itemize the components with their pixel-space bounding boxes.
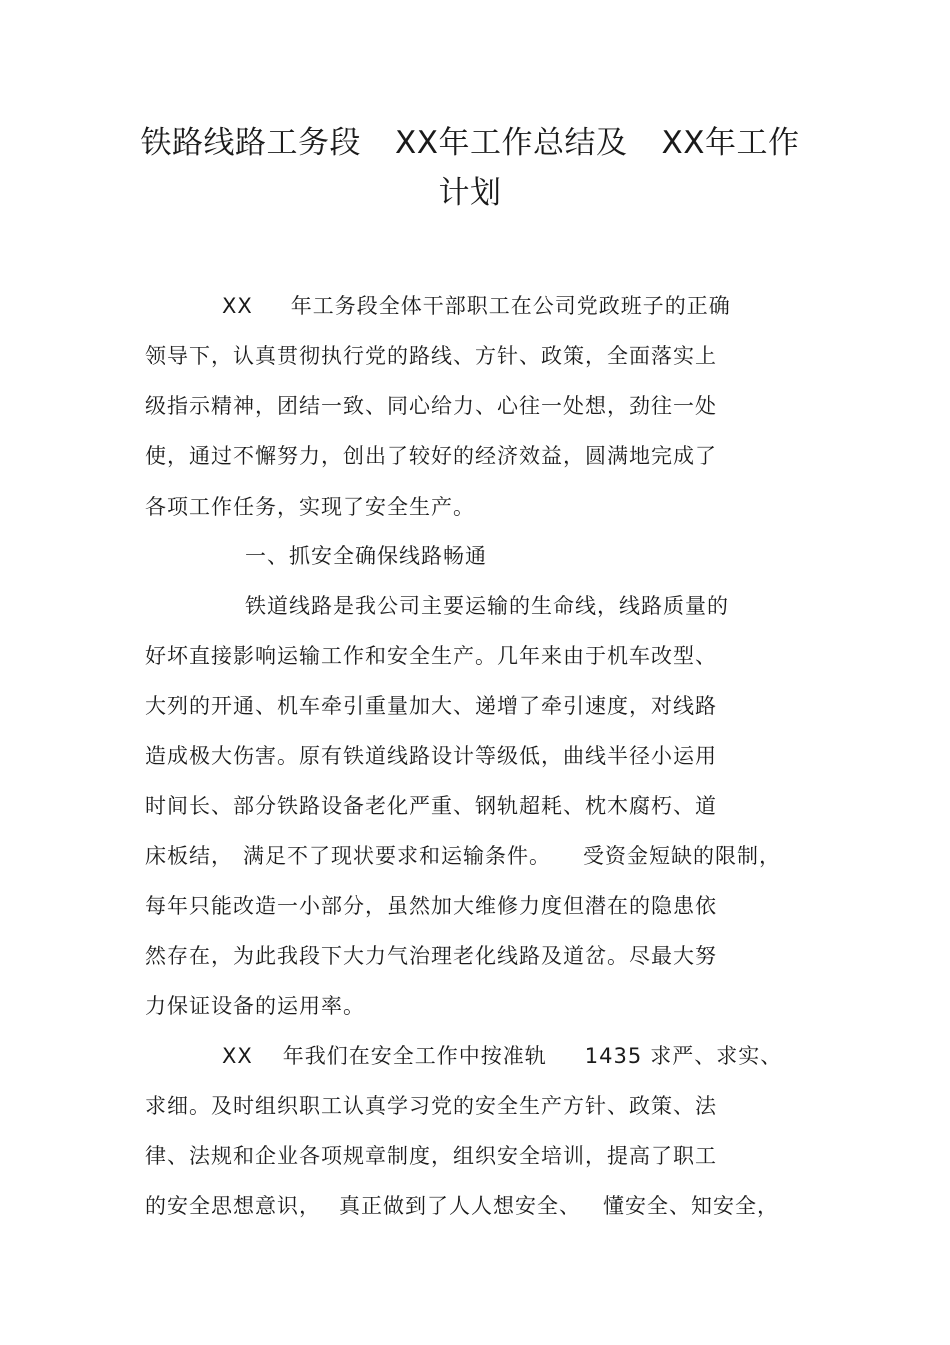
paragraph-3-line-4-part-3: 懂安全、知安全， bbox=[603, 1194, 779, 1218]
paragraph-2-line-7: 每年只能改造一小部分，虽然加大维修力度但潜在的隐患依 bbox=[145, 894, 717, 918]
paragraph-3-line-4 bbox=[145, 1192, 779, 1220]
paragraph-3-line-3: 律、法规和企业各项规章制度，组织安全培训，提高了职工 bbox=[145, 1144, 717, 1168]
gauge-number: 1435 bbox=[584, 1044, 643, 1068]
paragraph-1-line-1 bbox=[222, 292, 731, 320]
title-part-1: 铁路线路工务段 bbox=[140, 125, 362, 161]
document-title bbox=[120, 118, 820, 218]
title-part-2: XX年工作总结及 bbox=[395, 125, 628, 161]
paragraph-2-line-2: 好坏直接影响运输工作和安全生产。几年来由于机车改型、 bbox=[145, 644, 717, 668]
paragraph-2-line-5: 时间长、部分铁路设备老化严重、钢轨超耗、枕木腐朽、道 bbox=[145, 794, 717, 818]
year-placeholder: XX bbox=[222, 1044, 253, 1068]
paragraph-2-line-9: 力保证设备的运用率。 bbox=[145, 994, 365, 1018]
paragraph-1-line-2: 领导下，认真贯彻执行党的路线、方针、政策，全面落实上 bbox=[145, 344, 717, 368]
paragraph-2-line-6-part-3: 受资金短缺的限制， bbox=[583, 844, 781, 868]
paragraph-3-line-1 bbox=[222, 1042, 782, 1070]
paragraph-1-text: 年工务段全体干部职工在公司党政班子的正确 bbox=[290, 294, 731, 318]
paragraph-2-line-3: 大列的开通、机车牵引重量加大、递增了牵引速度，对线路 bbox=[145, 694, 717, 718]
title-part-3: XX年工作 bbox=[661, 125, 800, 161]
paragraph-2-line-8: 然存在，为此我段下大力气治理老化线路及道岔。尽最大努 bbox=[145, 944, 717, 968]
title-line-1 bbox=[120, 118, 820, 168]
paragraph-2-line-6-part-1: 床板结， bbox=[145, 844, 233, 868]
year-placeholder: XX bbox=[222, 294, 253, 318]
paragraph-3-line-1-part-2: 求严、求实、 bbox=[650, 1044, 783, 1068]
section-heading-1: 一、抓安全确保线路畅通 bbox=[245, 544, 487, 568]
paragraph-3-line-4-part-2: 真正做到了人人想安全、 bbox=[339, 1194, 581, 1218]
paragraph-3-line-1-part-1: 年我们在安全工作中按准轨 bbox=[282, 1044, 547, 1068]
paragraph-2-line-4: 造成极大伤害。原有铁道线路设计等级低，曲线半径小运用 bbox=[145, 744, 717, 768]
paragraph-1-line-5: 各项工作任务，实现了安全生产。 bbox=[145, 495, 475, 519]
paragraph-3-line-4-part-1: 的安全思想意识， bbox=[145, 1194, 321, 1218]
paragraph-2-line-1: 铁道线路是我公司主要运输的生命线，线路质量的 bbox=[245, 594, 729, 618]
paragraph-1-line-4: 使，通过不懈努力，创出了较好的经济效益，圆满地完成了 bbox=[145, 444, 717, 468]
paragraph-2-line-6 bbox=[145, 842, 781, 870]
paragraph-2-line-6-part-2: 满足不了现状要求和运输条件。 bbox=[243, 844, 551, 868]
paragraph-1-line-3: 级指示精神，团结一致、同心给力、心往一处想，劲往一处 bbox=[145, 394, 717, 418]
paragraph-3-line-2: 求细。及时组织职工认真学习党的安全生产方针、政策、法 bbox=[145, 1094, 717, 1118]
title-line-2: 计划 bbox=[438, 175, 502, 211]
